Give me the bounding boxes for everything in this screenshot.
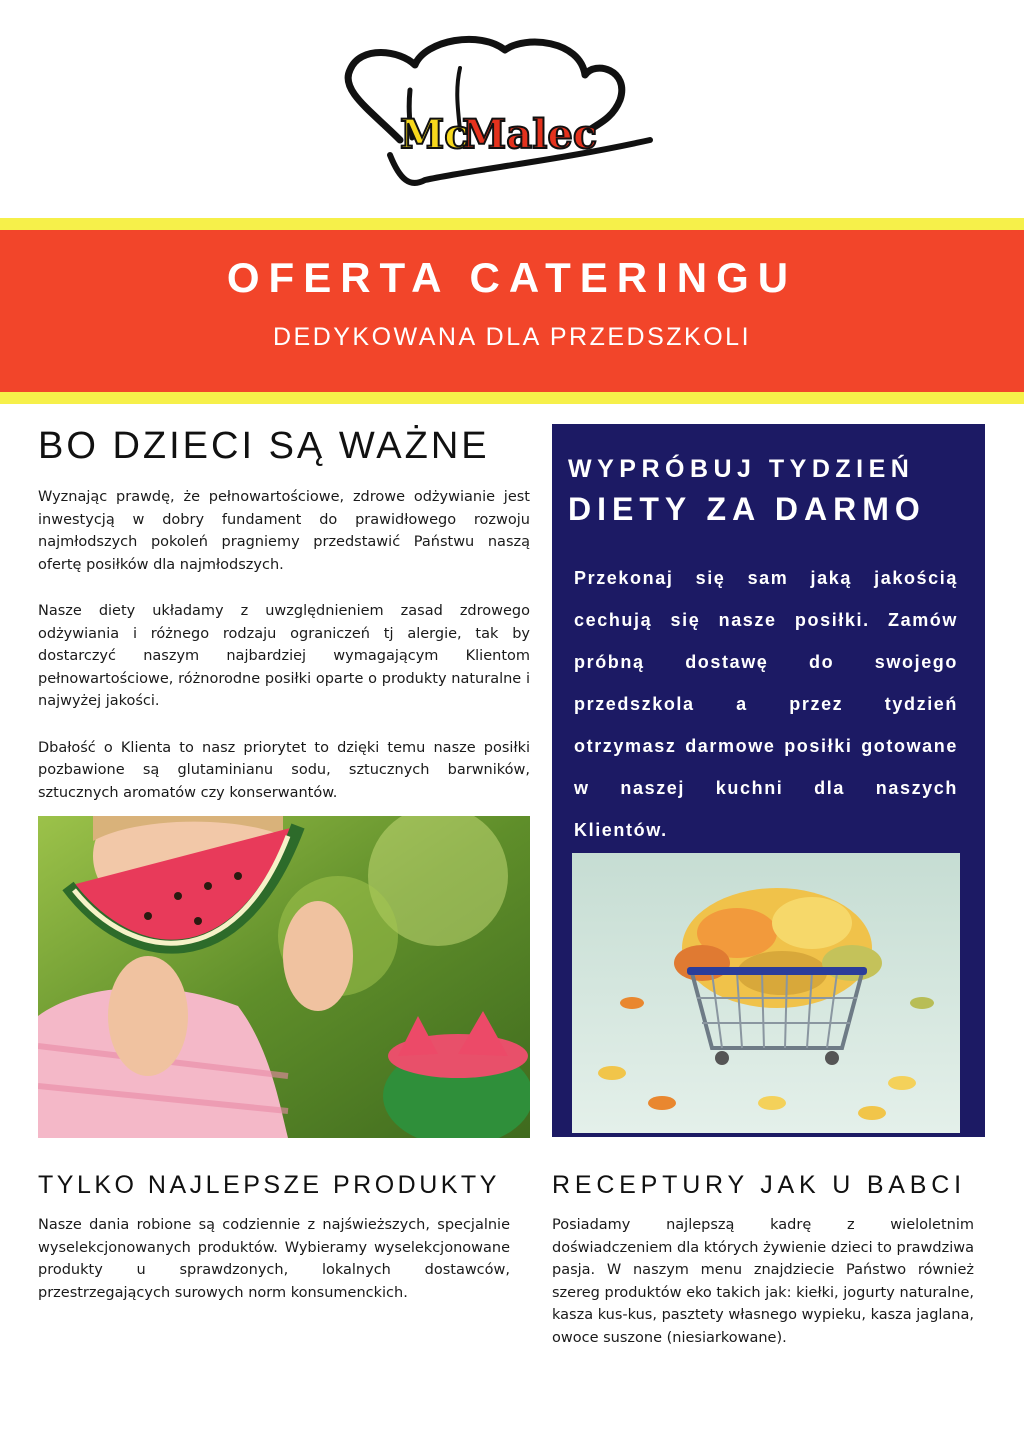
pasta-photo-illustration — [572, 853, 960, 1133]
header-banner — [0, 218, 1024, 404]
section-heading-children: BO DZIECI SĄ WAŻNE — [38, 425, 490, 467]
logo-text-mc: Mc — [400, 111, 469, 158]
chef-hat-icon — [330, 30, 670, 200]
intro-paragraph: Wyznając prawdę, że pełnowartościowe, zdrowe odżywianie jest inwestycją w dobry fundament do prawidłowego rozwoju najmłodszych pokoleń pragniemy przedstawić Państwu naszą ofertę posiłków dla najmłodszych. — [38, 489, 530, 573]
promo-title-line1: WYPRÓBUJ TYDZIEŃ — [568, 455, 915, 483]
intro-paragraph: Nasze diety układamy z uwzględnieniem zasad zdrowego odżywiania i różnego rodzaju ograniczeń tj alergie, tak by dostarczyć naszym najbardziej wymagającym Klientom pełnowartościowe, różnorodne posiłki oparte o produkty naturalne i najwyżej jakości. — [38, 603, 530, 709]
products-text: Nasze dania robione są codziennie z najświeższych, specjalnie wyselekcjonowanych produktów. Wybieramy wyselekcjonowane produkty u sprawdzonych, lokalnych dostawców, przestrzegających surowych norm konsumenckich. — [38, 1217, 510, 1301]
recipes-text: Posiadamy najlepszą kadrę z wieloletnim doświadczeniem dla których żywienie dzieci to prawdziwa pasja. W naszym menu znajdziecie Państwo również szereg produktów eko takich jak: kiełki, jogurty naturalne, kasza kus-kus, pasztety własnego wypieku, kasza jaglana, owoce suszone (niesiarkowane). — [552, 1217, 974, 1346]
section-heading-recipes: RECEPTURY JAK U BABCI — [552, 1171, 966, 1199]
watermelon-photo-illustration — [38, 816, 530, 1138]
company-logo — [330, 30, 670, 200]
photo-pasta-basket — [572, 853, 960, 1133]
promo-body-text: Przekonaj się sam jaką jakością cechują się nasze posiłki. Zamów próbną dostawę do swojego przedszkola a przez tydzień otrzymasz darmowe posiłki gotowane w naszej kuchni dla naszych Klientów. — [574, 568, 958, 840]
banner-subtitle: DEDYKOWANA DLA PRZEDSZKOLI — [272, 323, 752, 351]
promo-title-line2: DIETY ZA DARMO — [568, 491, 926, 527]
intro-paragraph: Dbałość o Klienta to nasz priorytet to dzięki temu nasze posiłki pozbawione są glutaminianu sodu, sztucznych barwników, sztucznych aromatów czy konserwantów. — [38, 739, 530, 801]
section-heading-products: TYLKO NAJLEPSZE PRODUKTY — [38, 1171, 500, 1199]
intro-text — [38, 486, 530, 828]
banner-title: OFERTA CATERINGU — [226, 254, 798, 301]
photo-child-watermelon — [38, 816, 530, 1138]
logo-text-malec: Malec — [462, 111, 598, 158]
